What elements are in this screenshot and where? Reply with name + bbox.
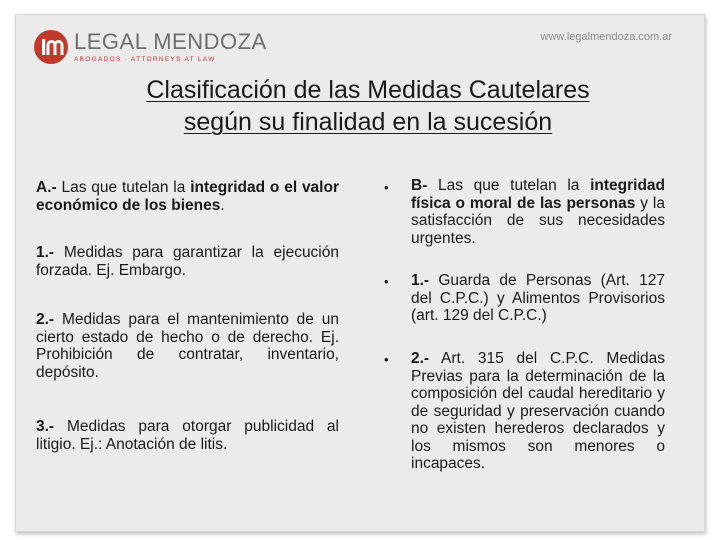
right-item-1-label: 1.- <box>411 272 430 289</box>
left-item-1-text: Medidas para garantizar la ejecución forzada. Ej. Embargo. <box>36 244 339 279</box>
section-b-emphasis: integridad física o moral de las personas <box>411 177 665 212</box>
section-b-text: Las que tutelan la <box>427 177 591 194</box>
right-item-2-text: Art. 315 del C.P.C. Medidas Previas para la determinación de la composición del caudal hereditario y de seguridad y preservación cuando no existen herederos declarados y los mismos son menores o incapaces. <box>411 350 665 472</box>
section-b-heading <box>411 177 665 247</box>
left-item-1 <box>36 244 339 279</box>
bullet-icon: • <box>384 352 389 367</box>
right-item-2-label: 2.- <box>411 350 430 367</box>
bullet-icon: • <box>384 274 389 289</box>
section-a-heading <box>36 179 339 214</box>
brand-tagline: ABOGADOS · ATTORNEYS AT LAW <box>74 55 216 63</box>
right-item-1 <box>411 272 665 325</box>
left-item-2-text: Medidas para el mantenimiento de un cierto estado de hecho o de derecho. Ej. Prohibición de contratar, inventario, depósito. <box>36 311 339 381</box>
section-a-text-end: . <box>220 196 225 214</box>
section-a-emphasis: integridad o el valor económico de los bienes <box>36 179 339 214</box>
left-item-2-label: 2.- <box>36 311 55 328</box>
right-item-2 <box>411 350 665 473</box>
slide-title <box>40 74 696 138</box>
brand-logo <box>34 27 267 67</box>
brand-logo-icon <box>34 30 68 64</box>
left-item-3-text: Medidas para otorgar publicidad al litigio. Ej.: Anotación de litis. <box>36 418 339 453</box>
bullet-icon: • <box>384 180 389 195</box>
left-item-3 <box>36 418 339 453</box>
section-a-text: Las que tutelan la <box>56 179 191 196</box>
section-a-label: A.- <box>36 179 57 196</box>
slide-title-line-2: según su finalidad en la sucesión <box>183 108 553 136</box>
left-item-1-label: 1.- <box>36 244 55 261</box>
right-item-1-text: Guarda de Personas (Art. 127 del C.P.C.) y Alimentos Provisorios (art. 129 del C.P.C.) <box>411 272 665 324</box>
section-b-text-end: y la satisfacción de sus necesidades urgentes. <box>411 194 665 247</box>
left-item-3-label: 3.- <box>36 418 55 435</box>
section-b-label: B- <box>411 177 428 194</box>
brand-name: LEGAL MENDOZA <box>74 28 267 54</box>
left-item-2 <box>36 311 339 381</box>
website-url[interactable]: www.legalmendoza.com.ar <box>540 31 672 43</box>
slide-title-line-1: Clasificación de las Medidas Cautelares <box>146 76 590 104</box>
